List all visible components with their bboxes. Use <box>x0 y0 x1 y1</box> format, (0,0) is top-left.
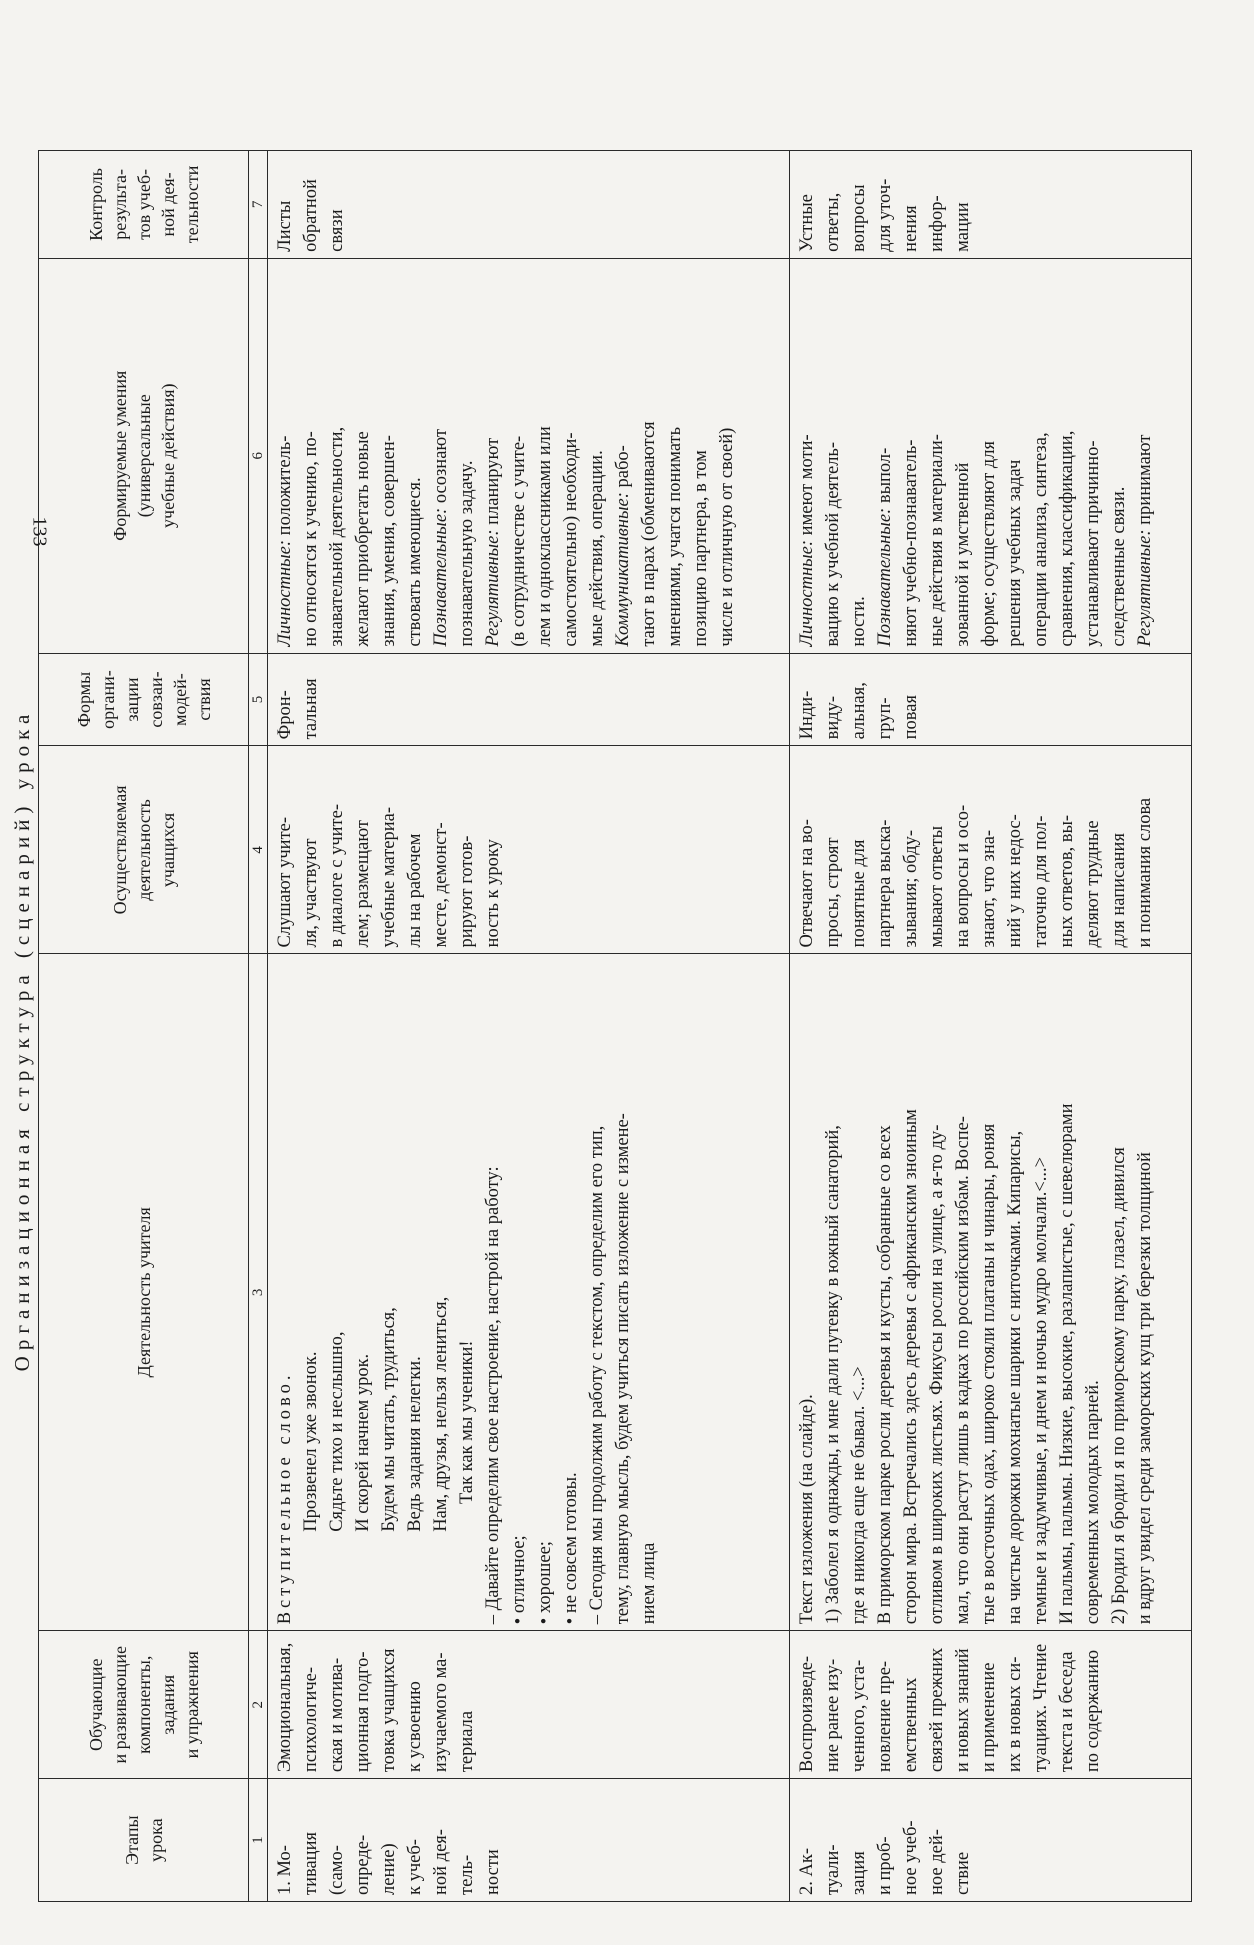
cell-line: ние ранее изу- <box>823 1658 843 1773</box>
skill-category-label: Личностные: <box>797 539 817 647</box>
cell-line: няют учебно-познаватель- <box>901 439 921 647</box>
cell-line: туали- <box>823 1844 843 1895</box>
header-cell <box>39 746 249 954</box>
cell-line: просы, строят <box>823 837 843 948</box>
cell-line: учащихся <box>157 812 178 888</box>
cell-line: товка учащихся <box>379 1648 399 1773</box>
cell-line: (универсальные <box>133 394 154 518</box>
cell-line: Эмоциональная, <box>275 1642 295 1773</box>
cell-line: Этапы <box>121 1815 142 1865</box>
cell-line: (в сотрудничестве с учите- <box>509 435 529 647</box>
cell-line: И скорей начнем урок. <box>353 1353 373 1625</box>
column-number: 3 <box>249 954 268 1631</box>
cell-line: Инди- <box>797 690 817 740</box>
cell-line: вацию к учебной деятель- <box>823 441 843 647</box>
cell-line: зации <box>121 677 142 722</box>
column-number: 5 <box>249 653 268 746</box>
cell-line: ченного, уста- <box>849 1659 869 1773</box>
cell-line: числе и отличную от своей) <box>717 427 737 647</box>
cell-line: альная, <box>849 682 869 740</box>
cell-line: знания, умения, совершен- <box>379 435 399 647</box>
cell-line: знают, что зна- <box>979 829 999 948</box>
cell-line: тельности <box>181 165 202 244</box>
cell-line: решения учебных задач <box>1005 459 1025 647</box>
cell-line: ответы, <box>823 192 843 252</box>
cell-line: отливом в широких листьях. Фикусы росли на улице, а я-то ду- <box>927 1124 947 1625</box>
cell-line: и новых знаний <box>953 1648 973 1773</box>
page-title: Организационная структура (сценарий) урока <box>10 708 34 1372</box>
cell-line: тальная <box>301 678 321 740</box>
cell-line: Воспроизведе- <box>797 1655 817 1773</box>
student-activity-cell <box>268 746 790 954</box>
skill-category-label: Коммуникативные: <box>613 492 633 647</box>
cell-line: связей прежних <box>927 1647 947 1773</box>
cell-line: вопросы <box>849 184 869 252</box>
cell-line: понятные для <box>849 839 869 948</box>
cell-line: на вопросы и осо- <box>953 804 973 948</box>
header-cell <box>39 151 249 259</box>
cell-line: и вдруг увидел среди заморских кущ три березки толщиной <box>1135 1152 1155 1625</box>
cell-line: их в новых си- <box>1005 1656 1025 1773</box>
cell-line: обратной <box>301 179 321 252</box>
skill-category-label: Познавательные: <box>431 507 451 647</box>
cell-line: И пальмы, пальмы. Низкие, высокие, разлапистые, с шевелюрами <box>1057 1103 1077 1625</box>
cell-line: ных ответов, вы- <box>1057 814 1077 948</box>
cell-line: знавательной деятельности, <box>327 426 347 647</box>
cell-line: зация <box>849 1851 869 1895</box>
cell-line: тивация <box>301 1832 321 1895</box>
forms-cell <box>268 653 790 746</box>
cell-line: Регулятивные: планируют <box>483 437 503 647</box>
cell-line: ной дея- <box>431 1829 451 1895</box>
cell-line: Листы <box>275 200 295 252</box>
cell-line: • хорошее; <box>535 1541 555 1625</box>
cell-line: модей- <box>169 673 190 726</box>
student-activity-cell <box>790 746 1192 954</box>
cell-line: деляют трудные <box>1083 820 1103 948</box>
cell-line: Личностные: имеют моти- <box>797 434 817 647</box>
column-number: 4 <box>249 746 268 954</box>
cell-line: ность к уроку <box>483 839 503 948</box>
cell-line: мые действия, операции. <box>587 450 607 647</box>
components-cell <box>268 1631 790 1779</box>
cell-line: Устные <box>797 194 817 252</box>
cell-line: Слушают учите- <box>275 816 295 948</box>
skill-category-label: Регулятивные: <box>1135 529 1155 647</box>
header-cell <box>39 653 249 746</box>
cell-line: современных молодых парней. <box>1083 1380 1103 1625</box>
cell-line: нием лица <box>639 1542 659 1625</box>
cell-line: лы на рабочем <box>405 833 425 948</box>
control-cell <box>790 151 1192 259</box>
cell-line: ствовать имеющиеся. <box>405 477 425 647</box>
cell-line: повая <box>901 695 921 740</box>
cell-line: ний у них недос- <box>1005 814 1025 948</box>
cell-line: Обучающие <box>85 1658 106 1751</box>
cell-line: и понимания слова <box>1135 797 1155 948</box>
cell-line: мнениями, учатся понимать <box>665 426 685 647</box>
cell-line: зывания; обду- <box>901 829 921 948</box>
cell-line: ности <box>483 1849 503 1895</box>
cell-line: сравнения, классификации, <box>1057 430 1077 647</box>
cell-line: 2. Ак- <box>797 1847 817 1895</box>
skill-category-label: Познавательные: <box>875 507 895 647</box>
cell-line: – Сегодня мы продолжим работу с текстом, определим его тип, <box>587 1125 607 1625</box>
cell-line: виду- <box>823 695 843 740</box>
cell-line: и применение <box>979 1662 999 1773</box>
cell-line: 1. Мо- <box>275 1845 295 1895</box>
cell-line: задания <box>157 1674 178 1735</box>
cell-line: тые в восточных одах, широко стояли платаны и чинары, роняя <box>979 1123 999 1625</box>
cell-line: деятельность <box>133 799 154 901</box>
cell-line: Контроль <box>85 168 106 241</box>
cell-line: рируют готов- <box>457 835 477 948</box>
cell-line: нения <box>901 205 921 252</box>
cell-line: ствия <box>193 678 214 721</box>
skill-category-label: Регулятивные: <box>483 529 503 647</box>
table-row <box>790 151 1192 1902</box>
cell-line: и проб- <box>875 1836 895 1895</box>
cell-line: мывают ответы <box>927 825 947 948</box>
cell-line: где я никогда еще не бывал. <...> <box>849 1366 869 1625</box>
header-cell <box>39 954 249 1631</box>
cell-line: новление пре- <box>875 1660 895 1773</box>
cell-line: психологиче- <box>301 1666 321 1773</box>
cell-line: (само- <box>327 1845 347 1895</box>
cell-line: ля, участвуют <box>301 838 321 948</box>
cell-line: тему, главную мысль, будем учиться писать изложение с измене- <box>613 1113 633 1625</box>
cell-line: Отвечают на во- <box>797 819 817 948</box>
cell-line: туациях. Чтение <box>1031 1643 1051 1773</box>
cell-line: ное дей- <box>927 1829 947 1895</box>
cell-line: емственных <box>901 1677 921 1773</box>
cell-line: груп- <box>875 697 895 740</box>
cell-line: месте, демонст- <box>431 822 451 948</box>
header-row <box>39 151 249 1902</box>
lesson-structure-table <box>38 150 1192 1902</box>
column-number: 7 <box>249 151 268 259</box>
cell-line: Коммуникативные: рабо- <box>613 445 633 647</box>
cell-line: Деятельность учителя <box>133 1207 154 1378</box>
cell-line: Так как мы ученики! <box>457 1340 477 1625</box>
cell-line: тель- <box>457 1854 477 1895</box>
cell-line: и упражнения <box>181 1651 202 1759</box>
cell-line: изучаемого ма- <box>431 1652 451 1773</box>
header-cell <box>39 1779 249 1902</box>
cell-line: Текст изложения (на слайде). <box>797 1394 817 1625</box>
cell-line: совзаи- <box>145 671 166 728</box>
cell-line: форме; осуществляют для <box>979 440 999 647</box>
stage-cell <box>268 1779 790 1902</box>
teacher-activity-cell <box>790 954 1192 1631</box>
forms-cell <box>790 653 1192 746</box>
cell-line: Нам, друзья, нельзя лениться, <box>431 1296 451 1625</box>
cell-line: Формируемые умения <box>109 370 130 541</box>
cell-line: следственные связи. <box>1109 486 1129 647</box>
cell-line: В приморском парке росли деревья и кусты, собранные со всех <box>875 1125 895 1625</box>
column-number: 2 <box>249 1631 268 1779</box>
cell-line: для уточ- <box>875 178 895 252</box>
cell-line: органи- <box>97 670 118 729</box>
cell-line: Познавательные: осознают <box>431 428 451 647</box>
cell-line: – Давайте определим свое настроение, настрой на работу: <box>483 1166 503 1625</box>
cell-line: по содержанию <box>1083 1649 1103 1773</box>
cell-line: в диалоге с учите- <box>327 803 347 948</box>
components-cell <box>790 1631 1192 1779</box>
table-row <box>268 151 790 1902</box>
cell-line: ская и мотива- <box>327 1657 347 1773</box>
cell-line: текста и беседа <box>1057 1651 1077 1773</box>
cell-line: сторон мира. Встречались здесь деревья с африканским зноиным <box>901 1109 921 1625</box>
cell-line: ствие <box>953 1851 973 1895</box>
column-number-row <box>249 151 268 1902</box>
cell-line: лем; размещают <box>353 819 373 948</box>
cell-line: урока <box>145 1818 166 1862</box>
cell-line: ление) <box>379 1843 399 1895</box>
cell-line: и развивающие <box>109 1645 130 1764</box>
teacher-activity-cell <box>268 954 790 1631</box>
cell-line: • отличное; <box>509 1535 529 1625</box>
cell-line: ности. <box>849 596 869 647</box>
skills-cell <box>268 258 790 653</box>
cell-line: ные действия в материали- <box>927 434 947 647</box>
column-number: 1 <box>249 1779 268 1902</box>
cell-line: позицию партнера, в том <box>691 450 711 647</box>
skills-cell <box>790 258 1192 653</box>
cell-line: тов учеб- <box>133 169 154 240</box>
cell-line: Регулятивные: принимают <box>1135 434 1155 647</box>
skill-category-label: Личностные: <box>275 539 295 647</box>
cell-line: териала <box>457 1710 477 1773</box>
cell-line: тают в парах (обмениваются <box>639 421 659 647</box>
cell-line: мал, что они растут лишь в кадках по российским избам. Воспе- <box>953 1116 973 1625</box>
cell-line: ционная подго- <box>353 1651 373 1773</box>
cell-line: познавательную задачу. <box>457 460 477 647</box>
header-cell <box>39 258 249 653</box>
cell-line: но относятся к учению, по- <box>301 431 321 647</box>
cell-line: инфор- <box>927 195 947 252</box>
cell-line: • не совсем готовы. <box>561 1472 581 1625</box>
cell-line: Ведь задания нелегки. <box>405 1356 425 1625</box>
cell-line: мации <box>953 202 973 252</box>
cell-line: результа- <box>109 169 130 240</box>
cell-line: лем и одноклассниками или <box>535 426 555 647</box>
cell-line: связи <box>327 209 347 252</box>
cell-line: Будем мы читать, трудиться, <box>379 1307 399 1625</box>
cell-line: учебные материа- <box>379 806 399 948</box>
cell-line: к усвоению <box>405 1681 425 1773</box>
cell-line: устанавливают причинно- <box>1083 440 1103 647</box>
cell-line: к учеб- <box>405 1839 425 1895</box>
control-cell <box>268 151 790 259</box>
cell-line: партнера выска- <box>875 819 895 948</box>
cell-line: учебные действия) <box>157 383 178 528</box>
cell-line: на чистые дорожки мохнатые шарики с ниточками. Кипарисы, <box>1005 1130 1025 1625</box>
page-number: 133 <box>28 516 51 547</box>
cell-line: ной дея- <box>157 172 178 237</box>
cell-line: самостоятельно) необходи- <box>561 432 581 647</box>
cell-line: Фрон- <box>275 690 295 740</box>
cell-line: для написания <box>1109 833 1129 948</box>
cell-line: темные и задумчивые, и днем и ночью мудро молчали.<...> <box>1031 1156 1051 1625</box>
stage-cell <box>790 1779 1192 1902</box>
cell-line: операции анализа, синтеза, <box>1031 432 1051 647</box>
cell-line: Вступительное слово. <box>275 1371 295 1625</box>
cell-line: ное учеб- <box>901 1820 921 1895</box>
cell-line: 1) Заболел я однажды, и мне дали путевку в южный санаторий, <box>823 1125 843 1625</box>
cell-line: желают приобретать новые <box>353 431 373 647</box>
cell-line: Сядьте тихо и неслышно, <box>327 1331 347 1625</box>
rotated-content <box>0 135 1242 1945</box>
cell-line: Формы <box>73 671 94 728</box>
cell-line: таточно для пол- <box>1031 815 1051 948</box>
cell-line: опреде- <box>353 1834 373 1895</box>
cell-line: Осуществляемая <box>109 785 130 915</box>
cell-line: 2) Бродил я бродил я по приморскому парку, глазел, дивился <box>1109 1147 1129 1625</box>
header-cell <box>39 1631 249 1779</box>
column-number: 6 <box>249 258 268 653</box>
cell-line: Личностные: положитель- <box>275 435 295 647</box>
cell-line: Прозвенел уже звонок. <box>301 1351 321 1625</box>
cell-line: зованной и умственной <box>953 462 973 647</box>
cell-line: компоненты, <box>133 1655 154 1754</box>
cell-line: Познавательные: выпол- <box>875 447 895 647</box>
